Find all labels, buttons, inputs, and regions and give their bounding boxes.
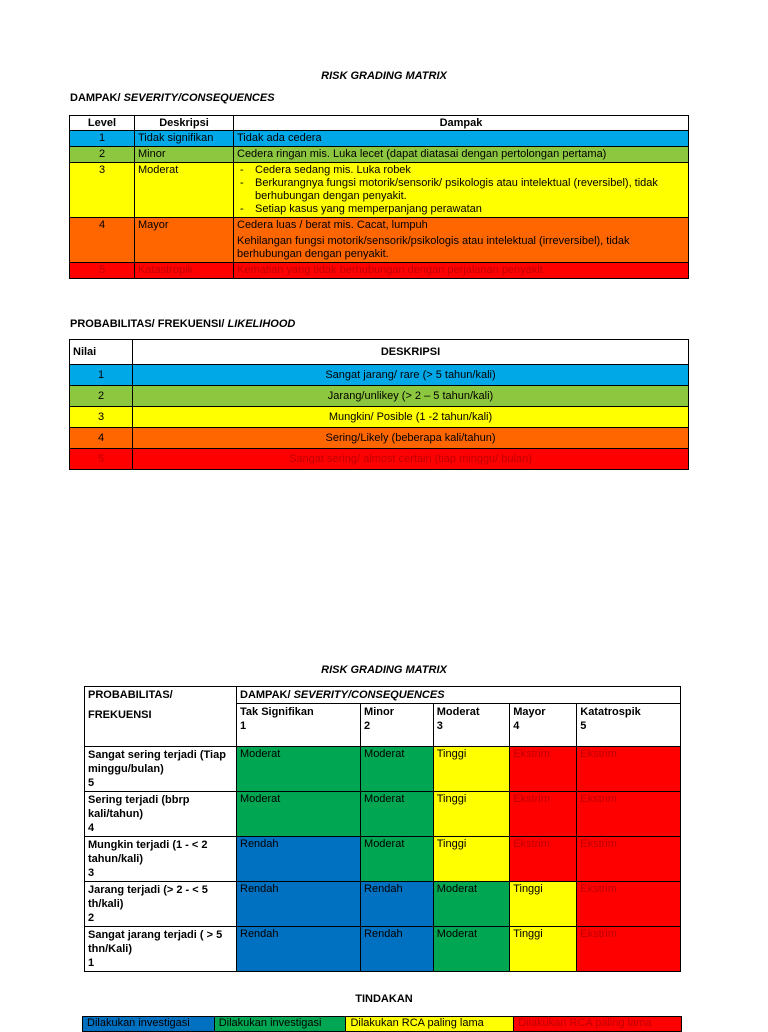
likelihood-row bbox=[70, 428, 689, 449]
likelihood-label-prefix: PROBABILITAS/ FREKUENSI/ bbox=[70, 318, 228, 330]
col-value: 5 bbox=[580, 720, 587, 732]
matrix-row bbox=[85, 792, 681, 837]
matrix-cell: Ekstrim bbox=[577, 837, 681, 882]
tindakan-cell: Dilakukan RCA paling lama bbox=[514, 1017, 682, 1032]
matrix-cell: Ekstrim bbox=[510, 747, 577, 792]
row-value: 1 bbox=[88, 957, 95, 969]
severity-header-dampak: Dampak bbox=[234, 116, 689, 131]
likelihood-nilai: 1 bbox=[70, 365, 133, 386]
severity-row bbox=[70, 218, 689, 263]
matrix-cell: Moderat bbox=[433, 927, 509, 972]
tindakan-cell: Dilakukan investigasi bbox=[83, 1017, 215, 1032]
severity-section-label bbox=[70, 92, 275, 104]
matrix-row-header bbox=[85, 837, 237, 882]
matrix-cell: Moderat bbox=[237, 747, 361, 792]
severity-dampak-item: - Setiap kasus yang memperpanjang perawatan bbox=[255, 203, 685, 216]
severity-level: 5 bbox=[70, 263, 135, 279]
matrix-title: RISK GRADING MATRIX bbox=[321, 664, 447, 676]
matrix-row bbox=[85, 747, 681, 792]
severity-header-deskripsi: Deskripsi bbox=[135, 116, 234, 131]
severity-level: 2 bbox=[70, 147, 135, 163]
severity-row bbox=[70, 163, 689, 218]
matrix-col-header bbox=[510, 704, 577, 747]
severity-dampak-text: Tidak ada cedera bbox=[237, 132, 322, 144]
likelihood-header-nilai: Nilai bbox=[70, 340, 133, 365]
severity-row bbox=[70, 131, 689, 147]
col-value: 3 bbox=[436, 720, 443, 732]
col-label: Tak Signifikan bbox=[240, 706, 314, 718]
severity-dampak bbox=[234, 147, 689, 163]
matrix-cell: Rendah bbox=[237, 927, 361, 972]
matrix-cell: Ekstrim bbox=[577, 927, 681, 972]
matrix-row bbox=[85, 882, 681, 927]
severity-level: 4 bbox=[70, 218, 135, 263]
likelihood-nilai: 5 bbox=[70, 449, 133, 470]
col-label: Minor bbox=[364, 706, 394, 718]
matrix-cell: Rendah bbox=[361, 927, 434, 972]
likelihood-nilai: 2 bbox=[70, 386, 133, 407]
severity-desc: Minor bbox=[135, 147, 234, 163]
matrix-cell: Ekstrim bbox=[577, 792, 681, 837]
likelihood-row bbox=[70, 365, 689, 386]
matrix-col-header bbox=[361, 704, 434, 747]
matrix-cell: Moderat bbox=[361, 837, 434, 882]
likelihood-nilai: 3 bbox=[70, 407, 133, 428]
matrix-cell: Ekstrim bbox=[577, 882, 681, 927]
severity-dampak bbox=[234, 218, 689, 263]
likelihood-header-deskripsi: DESKRIPSI bbox=[133, 340, 689, 365]
row-label: Sangat jarang terjadi ( > 5 thn/Kali) bbox=[88, 929, 223, 955]
severity-dampak bbox=[234, 263, 689, 279]
matrix-cell: Tinggi bbox=[510, 882, 577, 927]
matrix-row bbox=[85, 927, 681, 972]
likelihood-row bbox=[70, 386, 689, 407]
likelihood-table bbox=[69, 339, 689, 470]
matrix-cell: Moderat bbox=[237, 792, 361, 837]
row-label: Jarang terjadi (> 2 - < 5 th/kali) bbox=[88, 884, 208, 910]
severity-dampak bbox=[234, 163, 689, 218]
col-label: Katatrospik bbox=[580, 706, 641, 718]
matrix-header-prefix: DAMPAK/ bbox=[240, 689, 294, 701]
risk-matrix-table bbox=[84, 686, 681, 972]
severity-level: 1 bbox=[70, 131, 135, 147]
matrix-row bbox=[85, 837, 681, 882]
severity-dampak-text: Kematian yang tidak berhubungan dengan perjalanan penyakit bbox=[237, 264, 543, 276]
matrix-col-header bbox=[577, 704, 681, 747]
matrix-cell: Moderat bbox=[433, 882, 509, 927]
col-label: Moderat bbox=[436, 706, 480, 718]
matrix-cell: Tinggi bbox=[433, 792, 509, 837]
row-value: 3 bbox=[88, 867, 95, 879]
severity-header-level: Level bbox=[70, 116, 135, 131]
matrix-cell: Moderat bbox=[361, 747, 434, 792]
matrix-cell: Rendah bbox=[237, 837, 361, 882]
severity-dampak-item: - Berkurangnya fungsi motorik/sensorik/ psikologis atau intelektual (reversibel), tidak berhubungan dengan penyakit. bbox=[255, 177, 685, 203]
matrix-corner bbox=[85, 687, 237, 747]
col-label: Mayor bbox=[513, 706, 546, 718]
matrix-row-header bbox=[85, 792, 237, 837]
likelihood-desc: Sering/Likely (beberapa kali/tahun) bbox=[133, 428, 689, 449]
matrix-cell: Ekstrim bbox=[510, 792, 577, 837]
likelihood-desc: Sangat jarang/ rare (> 5 tahun/kali) bbox=[133, 365, 689, 386]
matrix-severity-header bbox=[237, 687, 681, 704]
tindakan-table bbox=[82, 1016, 682, 1032]
matrix-row-header bbox=[85, 882, 237, 927]
tindakan-title: TINDAKAN bbox=[355, 993, 413, 1005]
matrix-cell: Moderat bbox=[361, 792, 434, 837]
severity-dampak-text: Kehilangan fungsi motorik/sensorik/psikologis atau intelektual (irreversibel), tidak berhubungan dengan penyakit. bbox=[237, 235, 630, 260]
severity-dampak bbox=[234, 131, 689, 147]
likelihood-desc: Jarang/unlikey (> 2 – 5 tahun/kali) bbox=[133, 386, 689, 407]
matrix-cell: Tinggi bbox=[433, 747, 509, 792]
matrix-header-italic: SEVERITY/CONSEQUENCES bbox=[293, 689, 445, 701]
severity-row bbox=[70, 263, 689, 279]
likelihood-row bbox=[70, 449, 689, 470]
row-label: Mungkin terjadi (1 - < 2 tahun/kali) bbox=[88, 839, 208, 865]
likelihood-label-italic: LIKELIHOOD bbox=[227, 318, 296, 330]
severity-dampak-item: - Cedera sedang mis. Luka robek bbox=[255, 164, 685, 177]
severity-desc: Katastropik bbox=[135, 263, 234, 279]
severity-label-prefix: DAMPAK/ bbox=[70, 92, 124, 104]
severity-label-italic: SEVERITY/CONSEQUENCES bbox=[123, 92, 275, 104]
matrix-cell: Tinggi bbox=[510, 927, 577, 972]
likelihood-nilai: 4 bbox=[70, 428, 133, 449]
severity-desc: Tidak signifikan bbox=[135, 131, 234, 147]
likelihood-desc: Mungkin/ Posible (1 -2 tahun/kali) bbox=[133, 407, 689, 428]
row-label: Sangat sering terjadi (Tiap minggu/bulan) bbox=[88, 749, 226, 775]
matrix-col-header bbox=[433, 704, 509, 747]
matrix-col-header bbox=[237, 704, 361, 747]
matrix-corner-line: FREKUENSI bbox=[88, 709, 152, 721]
likelihood-row bbox=[70, 407, 689, 428]
severity-level: 3 bbox=[70, 163, 135, 218]
likelihood-desc: Sangat sering/ almost certain (tiap minggu/ bulan) bbox=[133, 449, 689, 470]
severity-dampak-list bbox=[237, 164, 685, 216]
col-value: 2 bbox=[364, 720, 371, 732]
matrix-cell: Ekstrim bbox=[510, 837, 577, 882]
row-value: 5 bbox=[88, 777, 95, 789]
col-value: 1 bbox=[240, 720, 247, 732]
matrix-cell: Tinggi bbox=[433, 837, 509, 882]
row-value: 4 bbox=[88, 822, 95, 834]
severity-table bbox=[69, 115, 689, 279]
likelihood-section-label bbox=[70, 318, 295, 330]
severity-desc: Moderat bbox=[135, 163, 234, 218]
matrix-cell: Rendah bbox=[237, 882, 361, 927]
tindakan-cell: Dilakukan investigasi bbox=[214, 1017, 346, 1032]
matrix-row-header bbox=[85, 747, 237, 792]
document-title: RISK GRADING MATRIX bbox=[321, 70, 447, 82]
severity-dampak-text: Cedera ringan mis. Luka lecet (dapat diatasai dengan pertolongan pertama) bbox=[237, 148, 607, 160]
severity-dampak-text: Cedera luas / berat mis. Cacat, lumpuh bbox=[237, 219, 428, 231]
col-value: 4 bbox=[513, 720, 520, 732]
row-label: Sering terjadi (bbrp kali/tahun) bbox=[88, 794, 190, 820]
matrix-cell: Ekstrim bbox=[577, 747, 681, 792]
matrix-corner-line: PROBABILITAS/ bbox=[88, 689, 173, 701]
row-value: 2 bbox=[88, 912, 95, 924]
tindakan-cell: Dilakukan RCA paling lama bbox=[346, 1017, 514, 1032]
matrix-row-header bbox=[85, 927, 237, 972]
severity-desc: Mayor bbox=[135, 218, 234, 263]
matrix-cell: Rendah bbox=[361, 882, 434, 927]
severity-row bbox=[70, 147, 689, 163]
